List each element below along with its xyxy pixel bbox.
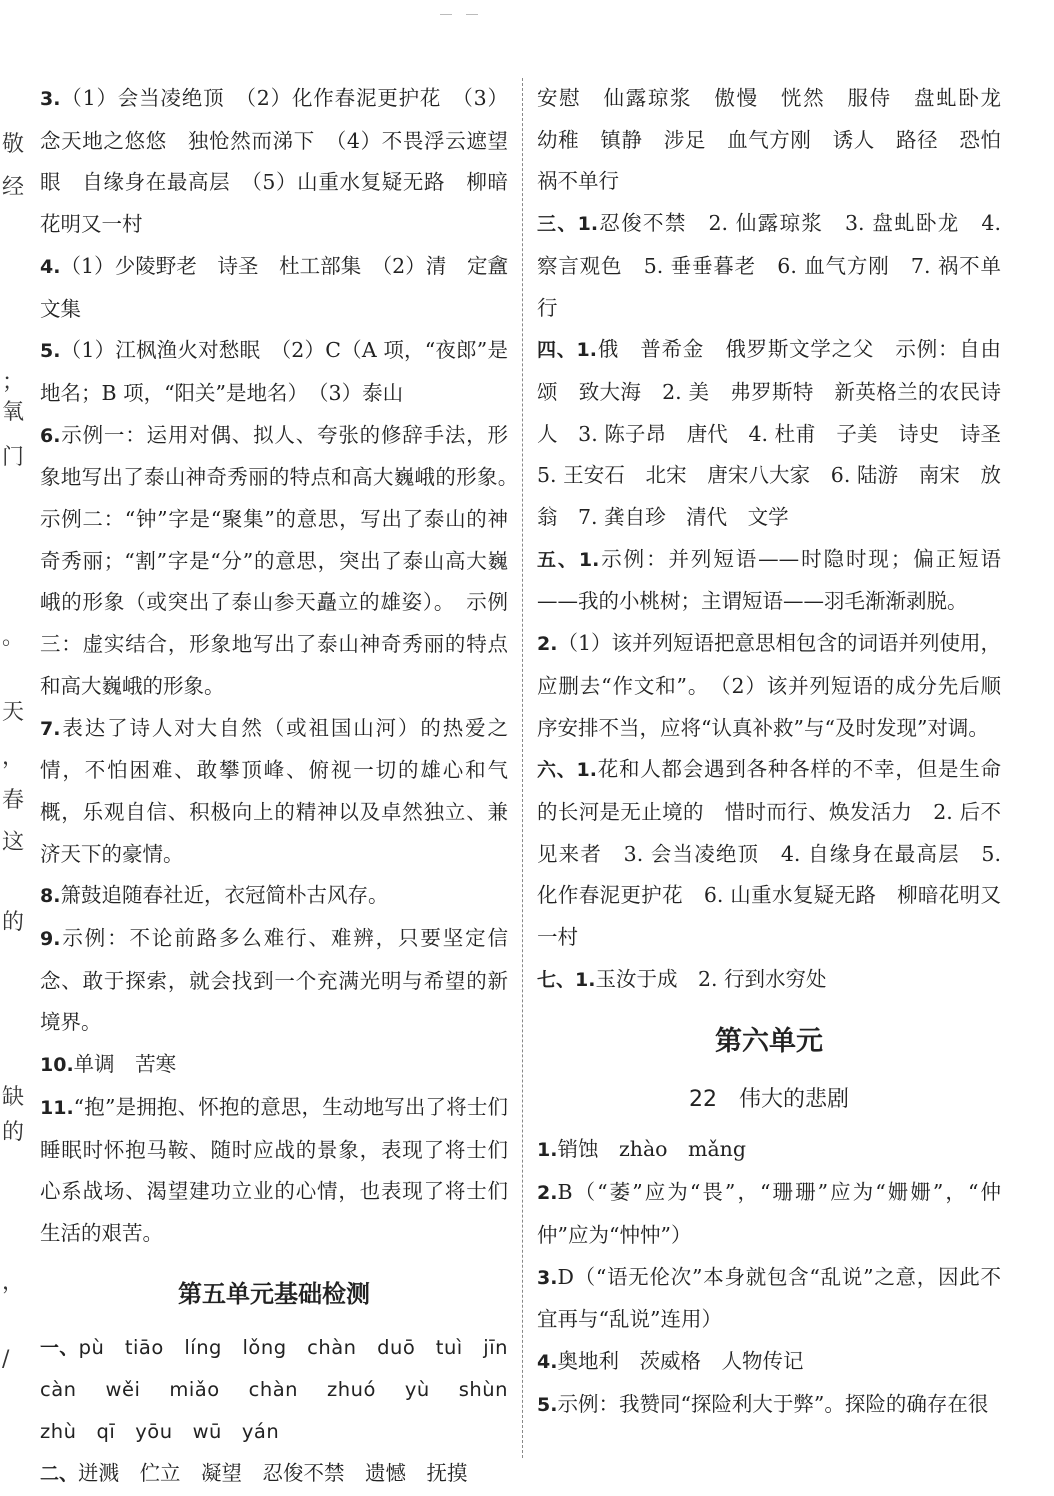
lesson-title: 22 伟大的悲剧 [689,1087,849,1113]
item-text: 表达了诗人对大自然（或祖国山河）的热爱之情，不怕困难、敢攀顶峰、俯视一切的雄心和气概，乐观自信、积极向上的精神以及卓然独立、兼济天下的豪情。 [40,715,508,866]
item-text: 迸溅 伫立 凝望 忍俊不禁 遗憾 抚摸 [78,1460,468,1485]
edge-char: 门 [2,445,25,470]
answer-item [40,1453,508,1496]
section-title: 第五单元基础检测 [178,1279,370,1308]
answer-item [40,78,508,246]
item-text: 俄 普希金 俄罗斯文学之父 示例：自由颂 致大海 2. 美 弗罗斯特 新英格兰的农民诗人 3. 陈子昂 唐代 4. 杜甫 子美 诗史 诗圣 5. 王安石 北宋 唐宋八大家 6. 陆游 南宋 放翁 7. 龚自珍 清代 文学 [537,337,1022,530]
item-text: 销蚀 zhào mǎng [557,1137,747,1162]
answer-item [40,875,508,918]
answer-item [537,1172,1001,1256]
answer-item [40,1327,529,1453]
edge-char: ， [2,1270,25,1295]
item-text: （1）江枫渔火对愁眠 （2）C（A 项，“夜郎”是地名；B 项，“阳关”是地名） （3）泰山 [40,338,508,405]
edge-char: 经 [2,175,25,200]
left-column [40,78,529,1496]
item-text: 奥地利 茨威格 人物传记 [557,1348,804,1373]
item-number: 七、1. [537,968,596,991]
item-text: 箫鼓追随春社近，衣冠简朴古风存。 [60,883,389,908]
item-number: 3. [537,1266,558,1289]
item-number: 10. [40,1054,74,1077]
answer-item [537,1257,1001,1341]
item-text: D（“语无伦次”本身就包含“乱说”之意，因此不宜再与“乱说”连用） [537,1264,1001,1332]
answer-item [537,1341,1001,1384]
edge-char: 。 [2,625,25,650]
answer-item [537,203,1001,329]
item-number: 11. [40,1096,74,1119]
answer-item [537,78,1022,203]
item-number: 三、1. [537,213,599,236]
item-number: 2. [537,1182,558,1205]
unit-title: 第六单元 [715,1026,823,1058]
item-number: 5. [537,1393,558,1416]
item-number: 3. [40,88,61,110]
edge-char: ， [2,745,25,770]
item-text: B（“萎”应为“畏”，“珊珊”应为“姗姗”，“仲仲”应为“忡忡”） [537,1180,1001,1247]
answer-item [537,1384,1001,1427]
answer-item [537,749,1001,959]
item-number: 6. [40,424,61,447]
answer-item [537,959,1001,1002]
item-text: （1）会当凌绝顶 （2）化作春泥更护花 （3）念天地之悠悠 独怆然而涕下 （4）不畏浮云遮望眼 自缘身在最高层 （5）山重水复疑无路 柳暗花明又一村 [40,86,508,237]
edge-char: 敬 [2,132,25,157]
item-text: “抱”是拥抱、怀抱的意思，生动地写出了将士们睡眠时怀抱马鞍、随时应战的景象，表现了将士们心系战场、渴望建功立业的心情，也表现了将士们生活的艰苦。 [40,1094,508,1245]
item-text: 示例：并列短语——时隐时现；偏正短语——我的小桃树；主谓短语——羽毛渐渐剥脱。 [537,546,1001,614]
answer-item [537,329,1022,539]
answer-item [40,330,508,414]
item-text: 示例：不论前路多么难行、难辨，只要坚定信念、敢于探索，就会找到一个充满光明与希望的新境界。 [40,926,508,1035]
answer-item [537,623,1001,749]
item-number: 2. [537,633,558,656]
item-number: 六、1. [537,759,597,782]
answer-item [40,918,508,1044]
item-text: 花和人都会遇到各种各样的不幸，但是生命的长河是无止境的 惜时而行、焕发活力 2. 后不见来者 3. 会当凌绝顶 4. 自缘身在最高层 5. 化作春泥更护花 6. 山重水复疑无路 柳暗花明又一村 [537,757,1001,950]
edge-char: 的 [2,1120,25,1145]
item-number: 四、1. [537,339,597,362]
answer-item [537,1129,1001,1172]
item-text: 安慰 仙露琼浆 傲慢 恍然 服侍 盘虬卧龙 幼稚 镇静 涉足 血气方刚 诱人 路径 恐怕 祸不单行 [537,86,1022,194]
item-number: 5. [40,340,61,363]
item-number: 8. [40,885,61,908]
item-number: 4. [537,1350,558,1373]
item-text: （1）少陵野老 诗圣 杜工部集 （2）清 定盦文集 [40,253,508,321]
item-number: 五、1. [537,548,600,571]
edge-char: 天 [2,700,25,725]
page-top-mark [440,0,500,8]
answer-item [40,246,508,330]
answer-item [537,539,1001,623]
pinyin-text: pù tiāo líng lǒng chàn duō tuì jīn càn wěi miǎo chàn zhuó yù shùn zhù qī yōu wū yán [40,1335,529,1444]
edge-char: 这 [2,830,25,855]
edge-char: ； [2,370,25,395]
item-number: 二、 [40,1462,79,1485]
answer-item [40,415,529,708]
item-number: 7. [40,717,61,740]
edge-char: 春 [2,788,25,813]
item-text: 单调 苦寒 [73,1052,177,1077]
item-text: 玉汝于成 2. 行到水穷处 [595,966,827,991]
edge-char: / [2,1347,10,1372]
edge-char: 缺 [2,1085,25,1110]
item-text: 示例：我赞同“探险利大于弊”。探险的确存在很 [557,1391,989,1416]
item-text: 忍俊不禁 2. 仙露琼浆 3. 盘虬卧龙 4. 察言观色 5. 垂垂暮老 6. 血气方刚 7. 祸不单行 [537,211,1001,320]
edge-char: 氧 [2,400,25,425]
answer-item [40,1044,508,1087]
item-text: 示例一：运用对偶、拟人、夸张的修辞手法，形象地写出了泰山神奇秀丽的特点和高大巍峨的形象。 示例二：“钟”字是“聚集”的意思，写出了泰山的神奇秀丽；“割”字是“分”的意思，突出了泰山高大巍峨的形象（或突出了泰山参天矗立的雄姿）。 示例三：虚实结合，形象地写出了泰山神奇秀丽的特点和高大巍峨的形象。 [40,422,529,698]
item-number: 一、 [40,1336,79,1359]
item-number: 9. [40,928,61,951]
answer-item [40,708,508,876]
edge-char: 的 [2,910,25,935]
right-column [537,78,1022,1426]
item-number: 4. [40,255,61,278]
item-number: 1. [537,1139,558,1162]
column-divider [522,78,523,1458]
left-edge-fragment [0,95,25,1435]
answer-item [40,1087,508,1255]
item-text: （1）该并列短语把意思相包含的词语并列使用，应删去“作文和”。 （2）该并列短语的成分先后顺序安排不当，应将“认真补救”与“及时发现”对调。 [537,631,1001,740]
